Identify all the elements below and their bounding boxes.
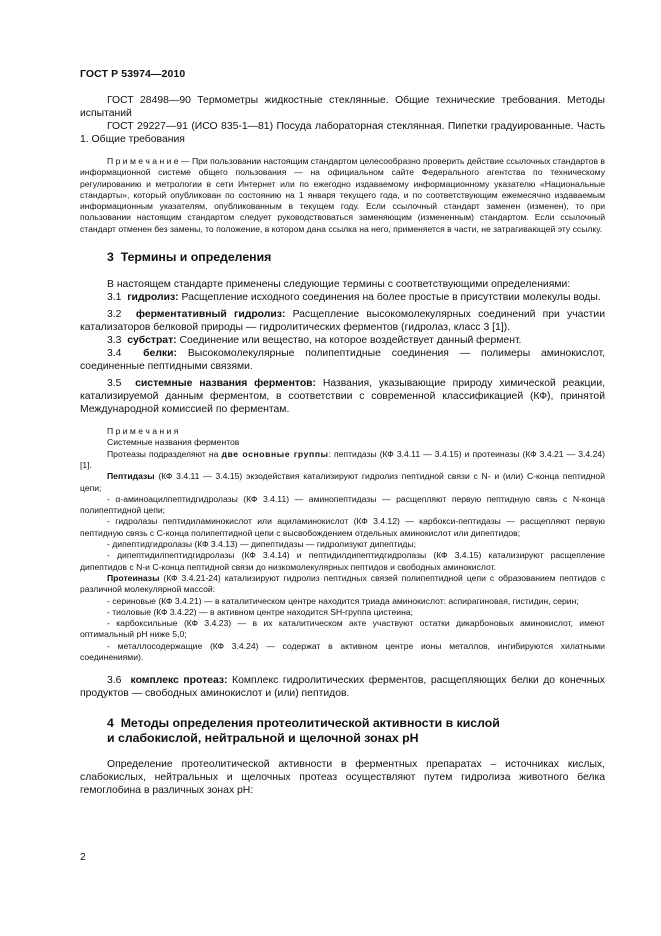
note-proteases-groups: Протеазы подразделяют на две основные группы: пептидазы (КФ 3.4.11 — 3.4.15) и протеиназы (КФ 3.4.21 — 3.4.24) [1]. bbox=[80, 448, 605, 470]
list-item: - дипептидгидролазы (КФ 3.4.13) — дипептидазы — гидролизуют дипептиды; bbox=[107, 539, 416, 550]
list-item: - сериновые (КФ 3.4.21) — в каталитическом центре находится триада аминокислот: аспирагиновая, гистидин, серин; bbox=[107, 595, 579, 606]
note-label: П р и м е ч а н и я bbox=[107, 426, 179, 437]
list-item: - металлосодержащие (КФ 3.4.24) — содержат в активном центре ионы металлов, ингибируются хилатными соединениями). bbox=[80, 640, 605, 663]
section-title-line2: и слабокислой, нейтральной и щелочной зонах рН bbox=[107, 731, 419, 746]
list-item: - дипептидилпептидгидролазы (КФ 3.4.14) и пептидилдипептидгидролазы (КФ 3.4.15) катализируют расщепление дипептидов с N-и С-конца пептидной связи до низкомолекулярных пептидов и свободных аминокислот. bbox=[80, 550, 605, 572]
page-body bbox=[80, 94, 605, 797]
note-references bbox=[80, 156, 605, 235]
list-item: - α-аминоацилпептидгидролазы (КФ 3.4.11) — аминопептидазы — расщепляют первую пептидную связь с N-конца полипептидной цепи; bbox=[80, 493, 605, 516]
term-3-3: 3.3 субстрат: Соединение или вещество, на которое воздействует данный фермент. bbox=[107, 335, 522, 347]
term-3-1: 3.1 гидролиз: Расщепление исходного соединения на более простые в присутствии молекулы воды. bbox=[107, 292, 601, 304]
note-label: П р и м е ч а н и е bbox=[107, 156, 179, 166]
list-item: - карбоксильные (КФ 3.4.23) — в их каталитическом акте участвуют остатки дикарбоновых аминокислот, имеют оптимальный рН ниже 5,0; bbox=[80, 618, 605, 640]
list-item: - тиоловые (КФ 3.4.22) — в активном центре находится SH-группа цистеина; bbox=[107, 606, 413, 617]
note-proteinases: Протеиназы (КФ 3.4.21-24) катализируют гидролиз пептидных связей полипептидной цепи с образованием пептидов с различной молекулярной массой: bbox=[80, 572, 605, 595]
section-number: 3 bbox=[107, 250, 114, 265]
section-4-heading bbox=[80, 716, 605, 746]
section-3-heading bbox=[80, 251, 605, 264]
section-3-intro: В настоящем стандарте применены следующие термины с соответствующими определениями: bbox=[107, 279, 571, 291]
note-subtitle: Системные названия ферментов bbox=[107, 437, 240, 448]
section-4-text: Определение протеолитической активности в ферментных препаратах – источниках кислых, слабокислых, нейтральных и щелочных протеаз осуществляют путем гидролиза животного белка гемоглобина в различных зонах рН: bbox=[80, 759, 605, 797]
ref-gost-29227: ГОСТ 29227—91 (ИСО 835-1—81) Посуда лабораторная стеклянная. Пипетки градуированные. Часть 1. Общие требования bbox=[80, 121, 605, 145]
ref-gost-28498: ГОСТ 28498—90 Термометры жидкостные стеклянные. Общие технические требования. Методы испытаний bbox=[80, 95, 605, 119]
note-text: — При пользовании настоящим стандартом целесообразно проверить действие ссылочных стандартов в информационной системе общего пользования — на официальном сайте Федерального агентства по техническому регулированию и метрологии в сети Интернет или по ежегодно издаваемому информационному указателю «Национальные стандарты», который опубликован по состоянию на 1 января текущего года, и по соответствующим ежемесячно издаваемым информационным указателям, опубликованным в текущем году. Если ссылочный стандарт заменен (изменен), то при пользовании настоящим стандартом следует руководствоваться заменяющим (измененным) стандартом. Если ссылочный стандарт отменен без замены, то положение, в котором дана ссылка на него, применяется в части, не затрагивающей эту ссылку. bbox=[80, 156, 606, 234]
term-3-6: 3.6 комплекс протеаз: Комплекс гидролитических ферментов, расщепляющих белки до конечных продуктов — свободных аминокислот и (или) пептидов. bbox=[80, 675, 605, 700]
term-3-2: 3.2 ферментативный гидролиз: Расщепление высокомолекулярных соединений при участии катализаторов белковой природы — гидролитических ферментов (гидролаз, класс 3 [1]). bbox=[80, 309, 605, 334]
section-number: 4 bbox=[107, 716, 114, 731]
page-header: ГОСТ Р 53974—2010 bbox=[80, 68, 186, 80]
section-title: Термины и определения bbox=[120, 250, 272, 265]
note-peptidases: Пептидазы (КФ 3.4.11 — 3.4.15) экзодействия катализируют гидролиз пептидной связи с N- и (или) С-конца пептидной цепи; bbox=[80, 471, 605, 493]
note-enzymes bbox=[80, 426, 605, 663]
list-item: - гидролазы пептидиламинокислот или ациламинокислот (КФ 3.4.12) — карбокси-пептидазы — расщепляют первую пептидную связь с С-конца полипептидной цепи с высвобождением отдельных аминокислот или дипептидов; bbox=[80, 516, 605, 538]
section-title-line1: Методы определения протеолитической активности в кислой bbox=[120, 716, 500, 731]
term-3-5: 3.5 системные названия ферментов: Названия, указывающие природу химической реакции, катализируемой данным ферментом, в соответствии с современной классификацией (КФ), принятой Международной комиссией по ферментам. bbox=[80, 378, 606, 416]
term-3-4: 3.4 белки: Высокомолекулярные полипептидные соединения — полимеры аминокислот, соединенные пептидными связями. bbox=[80, 348, 606, 373]
page-number: 2 bbox=[80, 852, 86, 863]
